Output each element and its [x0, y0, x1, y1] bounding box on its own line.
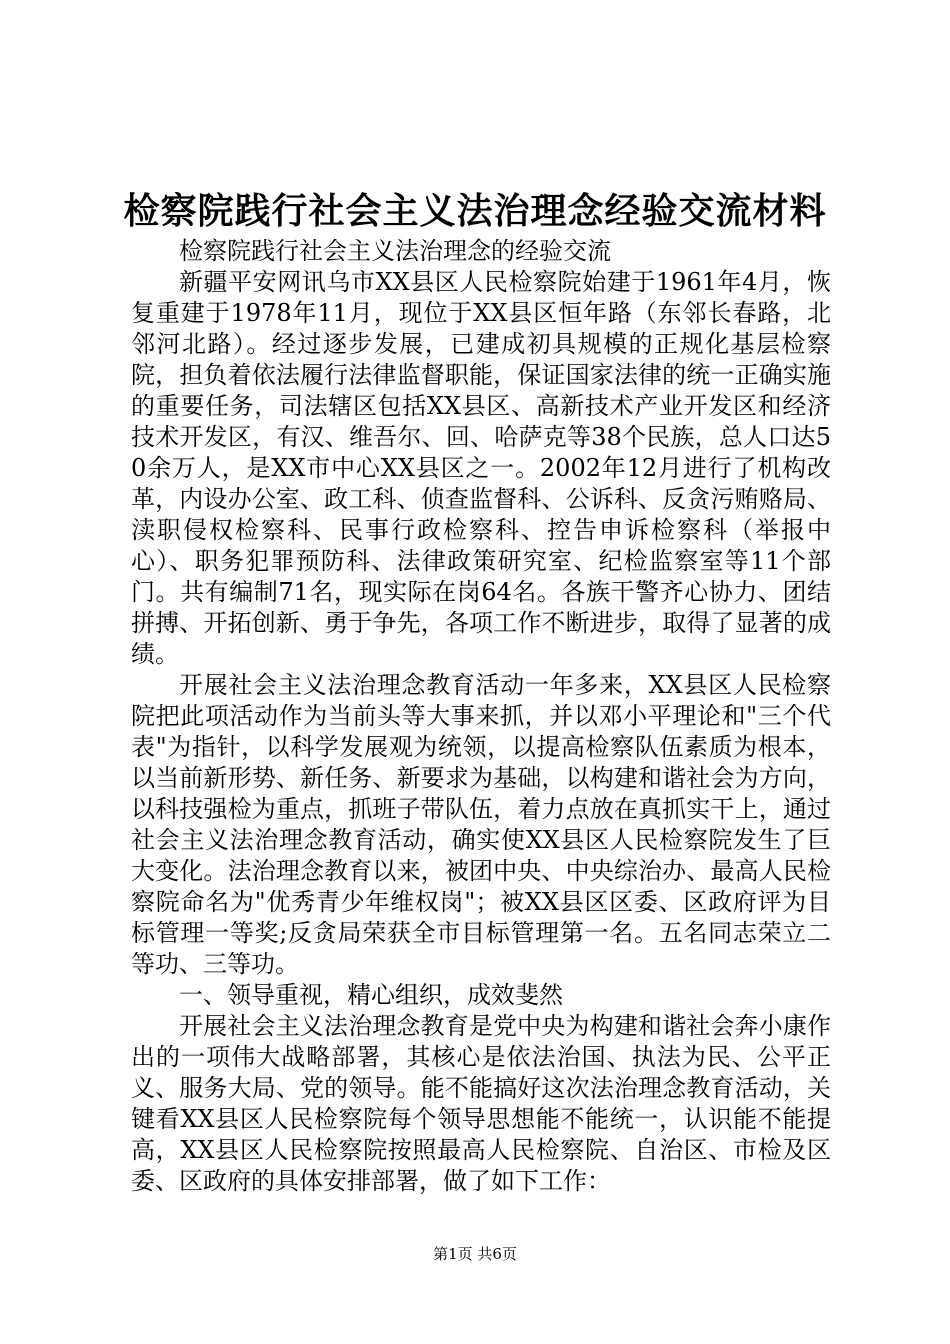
body-paragraph: 新疆平安网讯乌市XX县区人民检察院始建于1961年4月，恢复重建于1978年11月，现位于XX县区恒年路（东邻长春路，北邻河北路）。经过逐步发展，已建成初具规模的正规化基层检察院，担负着依法履行法律监督职能，保证国家法律的统一正确实施的重要任务，司法辖区包括XX县区、高新技术产业开发区和经济技术开发区，有汉、维吾尔、回、哈萨克等38个民族，总人口达50余万人，是XX市中心XX县区之一。2002年12月进行了机构改革，内设办公室、政工科、侦查监督科、公诉科、反贪污贿赂局、渎职侵权检察科、民事行政检察科、控告申诉检察科（举报中心）、职务犯罪预防科、法律政策研究室、纪检监察室等11个部门。共有编制71名，现实际在岗64名。各族干警齐心协力、团结拼搏、开拓创新、勇于争先，各项工作不断进步，取得了显著的成绩。: [131, 268, 831, 668]
document-body: [131, 236, 831, 1197]
body-paragraph: 开展社会主义法治理念教育活动一年多来，XX县区人民检察院把此项活动作为当前头等大事来抓，并以邓小平理论和"三个代表"为指针，以科学发展观为统领，以提高检察队伍素质为根本，以当前新形势、新任务、新要求为基础，以构建和谐社会为方向，以科技强检为重点，抓班子带队伍，着力点放在真抓实干上，通过社会主义法治理念教育活动，确实使XX县区人民检察院发生了巨大变化。法治理念教育以来，被团中央、中央综治办、最高人民检察院命名为"优秀青少年维权岗"；被XX县区区委、区政府评为目标管理一等奖;反贪局荣获全市目标管理第一名。五名同志荣立二等功、三等功。: [131, 671, 831, 978]
subtitle-paragraph: 检察院践行社会主义法治理念的经验交流: [179, 237, 611, 265]
section-heading: 一、领导重视，精心组织，成效斐然: [179, 981, 563, 1009]
body-paragraph: 开展社会主义法治理念教育是党中央为构建和谐社会奔小康作出的一项伟大战略部署，其核心是依法治国、执法为民、公平正义、服务大局、党的领导。能不能搞好这次法治理念教育活动，关键看XX县区人民检察院每个领导思想能不能统一，认识能不能提高，XX县区人民检察院按照最高人民检察院、自治区、市检及区委、区政府的具体安排部署，做了如下工作：: [131, 1012, 831, 1195]
document-title: 检察院践行社会主义法治理念经验交流材料: [123, 190, 827, 232]
page-footer: 第1页 共6页: [433, 1245, 517, 1263]
